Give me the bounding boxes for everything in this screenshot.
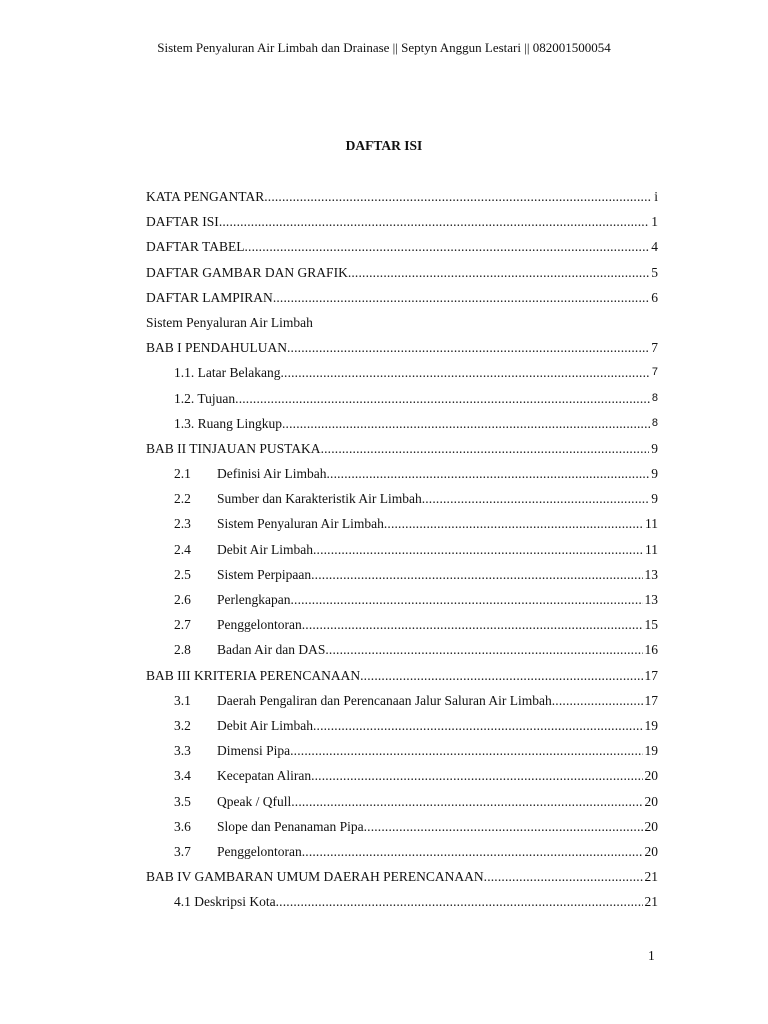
toc-entry[interactable]: [146, 889, 658, 914]
dot-leader: [282, 411, 650, 436]
toc-entry[interactable]: [146, 436, 658, 461]
dot-leader: [244, 234, 649, 259]
dot-leader: [291, 789, 642, 814]
toc-entry-title: Definisi Air Limbah: [217, 466, 327, 482]
toc-entry-number: 3.3: [174, 743, 191, 759]
toc-entry-title: Badan Air dan DAS: [217, 642, 326, 658]
toc-entry[interactable]: [146, 285, 658, 310]
dot-leader: [313, 713, 643, 738]
toc-entry-number: 2.1: [174, 466, 191, 482]
toc-entry-title: DAFTAR LAMPIRAN: [146, 289, 273, 305]
toc-entry-title: Debit Air Limbah: [217, 717, 313, 733]
dot-leader: [235, 386, 650, 411]
dot-leader: [325, 637, 642, 662]
toc-entry-title: DAFTAR GAMBAR DAN GRAFIK: [146, 264, 348, 280]
toc-entry-title: Daerah Pengaliran dan Perencanaan Jalur Saluran Air Limbah: [217, 692, 552, 708]
dot-leader: [264, 184, 652, 209]
toc-entry-page: 9: [651, 466, 658, 482]
toc-entry-title: DAFTAR ISI: [146, 214, 219, 230]
page-number: 1: [648, 948, 655, 963]
toc-entry-title: BAB III KRITERIA PERENCANAAN: [146, 667, 361, 683]
toc-entry-title: BAB I PENDAHULUAN: [146, 340, 287, 356]
toc-entry-page: 19: [644, 717, 658, 733]
dot-leader: [384, 511, 643, 536]
toc-entry-title: Sumber dan Karakteristik Air Limbah: [217, 491, 422, 507]
toc-entry-page: 5: [651, 264, 658, 280]
toc-entry[interactable]: [146, 637, 658, 662]
toc-entry-title: Penggelontoran: [217, 843, 302, 859]
toc-entry-number: 2.8: [174, 642, 191, 658]
dot-leader: [321, 436, 650, 461]
toc-entry-page: 11: [645, 516, 658, 532]
toc-entry-number: 3.2: [174, 717, 191, 733]
toc-entry-page: 21: [644, 894, 658, 910]
toc-entry[interactable]: [146, 663, 658, 688]
dot-leader: [290, 738, 642, 763]
dot-leader: [302, 612, 643, 637]
toc-entry-page: 20: [644, 843, 658, 859]
toc-entry-page: 17: [644, 667, 658, 683]
toc-entry-page: 20: [644, 818, 658, 834]
dot-leader: [311, 763, 642, 788]
toc-entry[interactable]: [146, 713, 658, 738]
toc-entry-title: Sistem Perpipaan: [217, 566, 312, 582]
toc-entry-title: 1.2. Tujuan: [174, 390, 236, 406]
toc-entry-page: i: [654, 189, 658, 204]
toc-section-heading: Sistem Penyaluran Air Limbah: [146, 314, 313, 330]
toc-entry-page: 20: [644, 793, 658, 809]
dot-leader: [276, 889, 643, 914]
toc-entry-page: 4: [651, 239, 658, 255]
toc-entry-title: Slope dan Penanaman Pipa: [217, 818, 364, 834]
toc-entry[interactable]: [146, 763, 658, 788]
toc-entry-title: 1.1. Latar Belakang: [174, 365, 281, 381]
toc-entry-number: 3.5: [174, 793, 191, 809]
dot-leader: [313, 537, 643, 562]
dot-leader: [287, 335, 649, 360]
toc-entry[interactable]: [146, 738, 658, 763]
toc-entry-title: Dimensi Pipa: [217, 743, 291, 759]
toc-entry-page: 20: [644, 768, 658, 784]
toc-entry-page: 15: [644, 617, 658, 633]
toc-entry-page: 11: [645, 541, 658, 557]
toc-entry-page: 19: [644, 743, 658, 759]
toc-entry[interactable]: [146, 386, 658, 411]
toc-entry-title: BAB II TINJAUAN PUSTAKA: [146, 440, 321, 456]
toc-entry[interactable]: [146, 864, 658, 889]
toc-entry[interactable]: [146, 310, 658, 335]
toc-entry[interactable]: [146, 360, 658, 385]
toc-entry[interactable]: [146, 335, 658, 360]
dot-leader: [326, 461, 649, 486]
toc-entry-number: 2.5: [174, 566, 191, 582]
toc-entry-page: 13: [644, 566, 658, 582]
dot-leader: [273, 285, 649, 310]
toc-entry[interactable]: [146, 587, 658, 612]
toc-entry-page: 6: [651, 289, 658, 305]
toc-entry[interactable]: [146, 260, 658, 285]
toc-entry-title: Sistem Penyaluran Air Limbah: [217, 516, 384, 532]
toc-entry[interactable]: [146, 688, 658, 713]
toc-entry-title: Kecepatan Aliran: [217, 768, 312, 784]
dot-leader: [311, 562, 642, 587]
toc-entry[interactable]: [146, 411, 658, 436]
dot-leader: [484, 864, 643, 889]
dot-leader: [364, 814, 643, 839]
toc-entry[interactable]: [146, 209, 658, 234]
dot-leader: [348, 260, 649, 285]
dot-leader: [280, 360, 649, 385]
toc-entry-title: KATA PENGANTAR: [146, 189, 265, 204]
toc-entry-number: 2.2: [174, 491, 191, 507]
toc-entry-page: 13: [644, 592, 658, 607]
toc-entry-number: 2.6: [174, 592, 191, 607]
toc-entry-number: 3.1: [174, 692, 191, 708]
toc-entry-title: DAFTAR TABEL: [146, 239, 245, 255]
dot-leader: [302, 839, 643, 864]
page-title: DAFTAR ISI: [345, 138, 423, 153]
toc-entry[interactable]: [146, 839, 658, 864]
toc-entry-page: 16: [644, 642, 658, 658]
toc-entry-page: 17: [644, 692, 658, 708]
toc-entry[interactable]: [146, 234, 658, 259]
dot-leader: [219, 209, 649, 234]
toc-entry[interactable]: [146, 537, 658, 562]
toc-entry-page: 1: [651, 214, 658, 230]
toc-entry-number: 2.7: [174, 617, 191, 633]
toc-entry-page: 8: [651, 391, 658, 404]
dot-leader: [422, 486, 650, 511]
toc-entry[interactable]: [146, 612, 658, 637]
toc-entry-page: 7: [651, 366, 658, 379]
toc-entry-title: 4.1 Deskripsi Kota: [174, 894, 276, 910]
toc-entry-title: BAB IV GAMBARAN UMUM DAERAH PERENCANAAN: [146, 869, 484, 885]
toc-entry[interactable]: [146, 789, 658, 814]
toc-entry-page: 9: [651, 440, 658, 456]
toc-entry-title: Penggelontoran: [217, 617, 302, 633]
running-header: Sistem Penyaluran Air Limbah dan Drainase || Septyn Anggun Lestari || 082001500054: [157, 40, 611, 55]
toc-entry-number: 2.4: [174, 541, 191, 557]
toc-entry-title: Perlengkapan: [217, 592, 291, 607]
toc-entry-title: 1.3. Ruang Lingkup: [174, 415, 282, 431]
dot-leader: [290, 587, 642, 612]
toc-entry[interactable]: [146, 511, 658, 536]
toc-entry[interactable]: [146, 486, 658, 511]
toc-entry[interactable]: [146, 562, 658, 587]
toc-entry-number: 3.7: [174, 843, 191, 859]
toc-entry-number: 3.6: [174, 818, 191, 834]
toc-entry-number: 2.3: [174, 516, 191, 532]
toc-entry-page: 8: [651, 416, 658, 429]
toc-entry-number: 3.4: [174, 768, 191, 784]
toc-entry-page: 7: [651, 340, 658, 356]
toc-entry[interactable]: [146, 184, 658, 209]
toc-entry-page: 9: [651, 491, 658, 507]
toc-entry[interactable]: [146, 814, 658, 839]
dot-leader: [552, 688, 643, 713]
toc-entry[interactable]: [146, 461, 658, 486]
dot-leader: [360, 663, 642, 688]
table-of-contents: [146, 184, 658, 914]
toc-entry-title: Qpeak / Qfull: [217, 793, 292, 809]
toc-entry-title: Debit Air Limbah: [217, 541, 313, 557]
toc-entry-page: 21: [644, 869, 658, 885]
